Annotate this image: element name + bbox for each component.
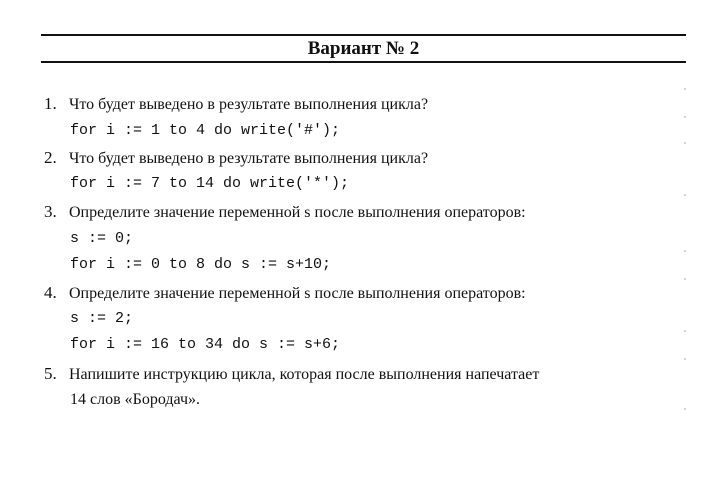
- page-title: Вариант № 2: [307, 38, 420, 59]
- question-5: [44, 364, 539, 385]
- question-number: 5.: [44, 364, 57, 383]
- scan-mark: [684, 194, 686, 196]
- code-line: s := 0;: [70, 230, 134, 247]
- code-line: for i := 1 to 4 do write('#');: [70, 122, 341, 139]
- question-text: Определите значение переменной s после выполнения операторов:: [69, 204, 526, 221]
- code-line: s := 2;: [70, 310, 134, 327]
- scan-mark: [684, 278, 686, 280]
- scan-mark: [684, 88, 686, 90]
- question-text: Что будет выведено в результате выполнения цикла?: [69, 96, 429, 113]
- question-text: Напишите инструкцию цикла, которая после выполнения напечатает: [69, 366, 540, 383]
- question-3: [44, 202, 526, 223]
- question-number: 3.: [44, 202, 57, 221]
- scan-mark: [684, 142, 686, 144]
- scan-mark: [684, 408, 686, 410]
- question-number: 2.: [44, 148, 57, 167]
- question-text: Что будет выведено в результате выполнения цикла?: [69, 150, 429, 167]
- title-rule-box: [41, 34, 686, 63]
- question-4: [44, 283, 526, 304]
- scan-mark: [684, 116, 686, 118]
- question-2: [44, 148, 428, 169]
- question-continuation: 14 слов «Бородач».: [70, 391, 201, 408]
- scan-mark: [684, 250, 686, 252]
- question-number: 4.: [44, 283, 57, 302]
- code-line: for i := 16 to 34 do s := s+6;: [70, 336, 341, 353]
- code-line: for i := 0 to 8 do s := s+10;: [70, 256, 332, 273]
- question-text: Определите значение переменной s после выполнения операторов:: [69, 285, 526, 302]
- scan-mark: [684, 330, 686, 332]
- question-number: 1.: [44, 94, 57, 113]
- question-1: [44, 94, 428, 115]
- scan-mark: [684, 358, 686, 360]
- code-line: for i := 7 to 14 do write('*');: [70, 175, 350, 192]
